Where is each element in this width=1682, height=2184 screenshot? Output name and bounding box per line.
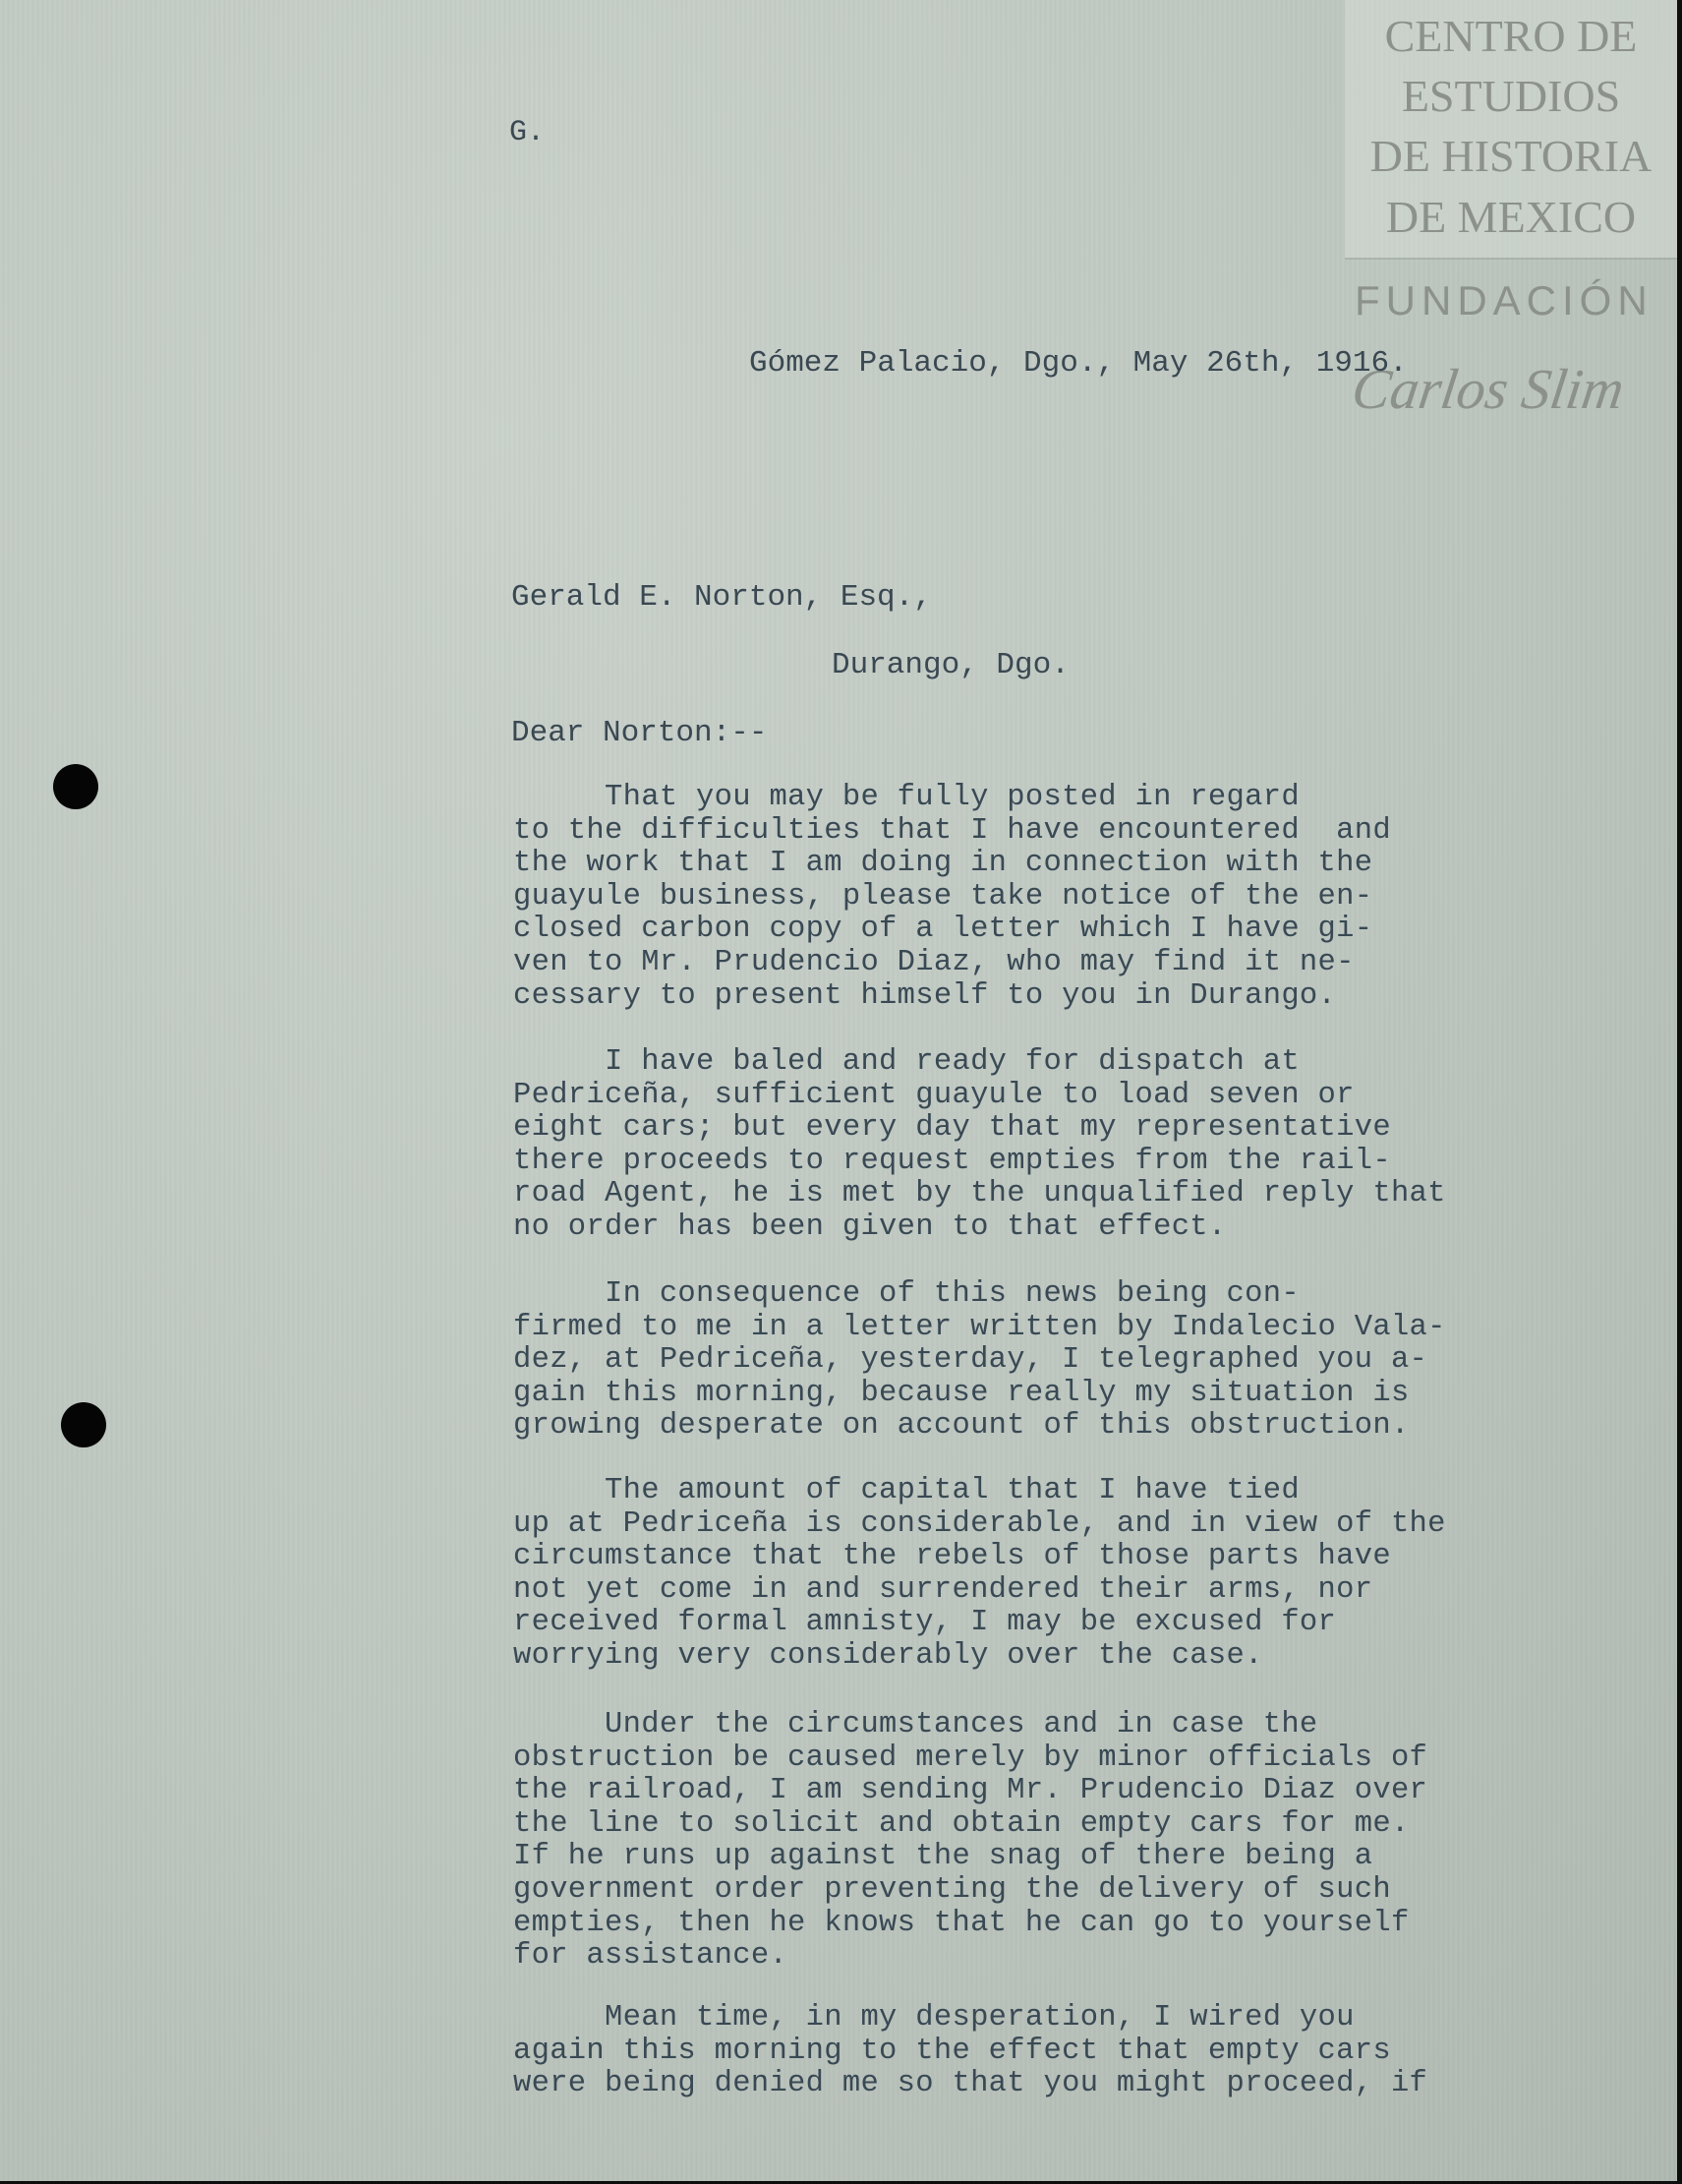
paragraph <box>513 1278 1446 1444</box>
paragraph-line: ven to Mr. Prudencio Diaz, who may find it ne- <box>513 945 1355 979</box>
paragraph-line: I have baled and ready for dispatch at <box>513 1045 1300 1079</box>
dateline: Gómez Palacio, Dgo., May 26th, 1916. <box>749 346 1408 381</box>
paragraph-line: for assistance. <box>513 1939 788 1974</box>
watermark-signature: Carlos Slim <box>1348 357 1629 421</box>
paragraph-line: Pedriceña, sufficient guayule to load seven or <box>513 1078 1355 1112</box>
addressee-city: Durango, Dgo. <box>832 648 1070 682</box>
paragraph-line: were being denied me so that you might proceed, if <box>513 2067 1428 2101</box>
watermark-line-2: ESTUDIOS <box>1401 71 1621 121</box>
watermark-line-4: DE MEXICO <box>1385 192 1637 242</box>
paragraph-line: guayule business, please take notice of the en- <box>513 879 1373 914</box>
paragraph-line: In consequence of this news being con- <box>513 1277 1300 1311</box>
paragraph-line: again this morning to the effect that empty cars <box>513 2034 1391 2068</box>
paragraph-line: circumstance that the rebels of those parts have <box>513 1540 1391 1574</box>
paragraph-line: That you may be fully posted in regard <box>513 781 1300 814</box>
paragraph-line: gain this morning, because really my situation is <box>513 1376 1410 1410</box>
paragraph-line: Mean time, in my desperation, I wired you <box>513 2001 1355 2035</box>
paragraph-line: the work that I am doing in connection with the <box>513 847 1373 881</box>
paragraph-line: the line to solicit and obtain empty cars for me. <box>513 1806 1410 1841</box>
paragraph <box>513 1709 1427 1974</box>
paragraph-line: growing desperate on account of this obstruction. <box>513 1409 1410 1444</box>
salutation: Dear Norton:-- <box>511 716 768 750</box>
paragraph-line: obstruction be caused merely by minor officials of <box>513 1741 1428 1775</box>
watermark-divider <box>1345 258 1677 260</box>
watermark-line-3: DE HISTORIA <box>1369 131 1653 181</box>
paragraph-line: closed carbon copy of a letter which I have gi- <box>513 913 1373 947</box>
paragraph <box>513 782 1391 1013</box>
paragraph-line: dez, at Pedriceña, yesterday, I telegraphed you a- <box>513 1343 1428 1378</box>
paragraph-line: firmed to me in a letter written by Indalecio Vala- <box>513 1310 1446 1344</box>
paragraph-line: no order has been given to that effect. <box>513 1210 1227 1244</box>
paragraph-line: up at Pedriceña is considerable, and in view of the <box>513 1506 1446 1541</box>
punch-hole-bottom <box>61 1402 106 1447</box>
watermark-foundation: FUNDACIÓN <box>1355 277 1653 324</box>
paragraph-line: cessary to present himself to you in Durango. <box>513 978 1337 1013</box>
paragraph <box>513 1475 1446 1674</box>
paragraph-line: road Agent, he is met by the unqualified reply that <box>513 1177 1446 1211</box>
punch-hole-top <box>53 764 98 809</box>
paragraph-line: eight cars; but every day that my representative <box>513 1111 1391 1146</box>
paragraph-line: the railroad, I am sending Mr. Prudencio Diaz over <box>513 1774 1428 1808</box>
paragraph-line: The amount of capital that I have tied <box>513 1474 1300 1507</box>
paragraph-line: If he runs up against the snag of there being a <box>513 1840 1373 1874</box>
paragraph-line: worrying very considerably over the case. <box>513 1638 1263 1673</box>
paragraph-line: empties, then he knows that he can go to yourself <box>513 1906 1410 1940</box>
paragraph-line: government order preventing the delivery of such <box>513 1872 1391 1907</box>
page-initial: G. <box>509 116 546 149</box>
paragraph-line: to the difficulties that I have encountered and <box>513 813 1391 848</box>
watermark-line-1: CENTRO DE <box>1384 11 1638 61</box>
addressee: Gerald E. Norton, Esq., <box>511 580 932 615</box>
paragraph-line: not yet come in and surrendered their arms, nor <box>513 1572 1373 1607</box>
archive-watermark <box>1345 0 1677 258</box>
paragraph-line: there proceeds to request empties from the rail- <box>513 1144 1391 1178</box>
paragraph <box>513 1046 1446 1245</box>
paragraph-line: Under the circumstances and in case the <box>513 1708 1318 1741</box>
paragraph <box>513 2002 1427 2101</box>
paragraph-line: received formal amnisty, I may be excused for <box>513 1606 1337 1640</box>
